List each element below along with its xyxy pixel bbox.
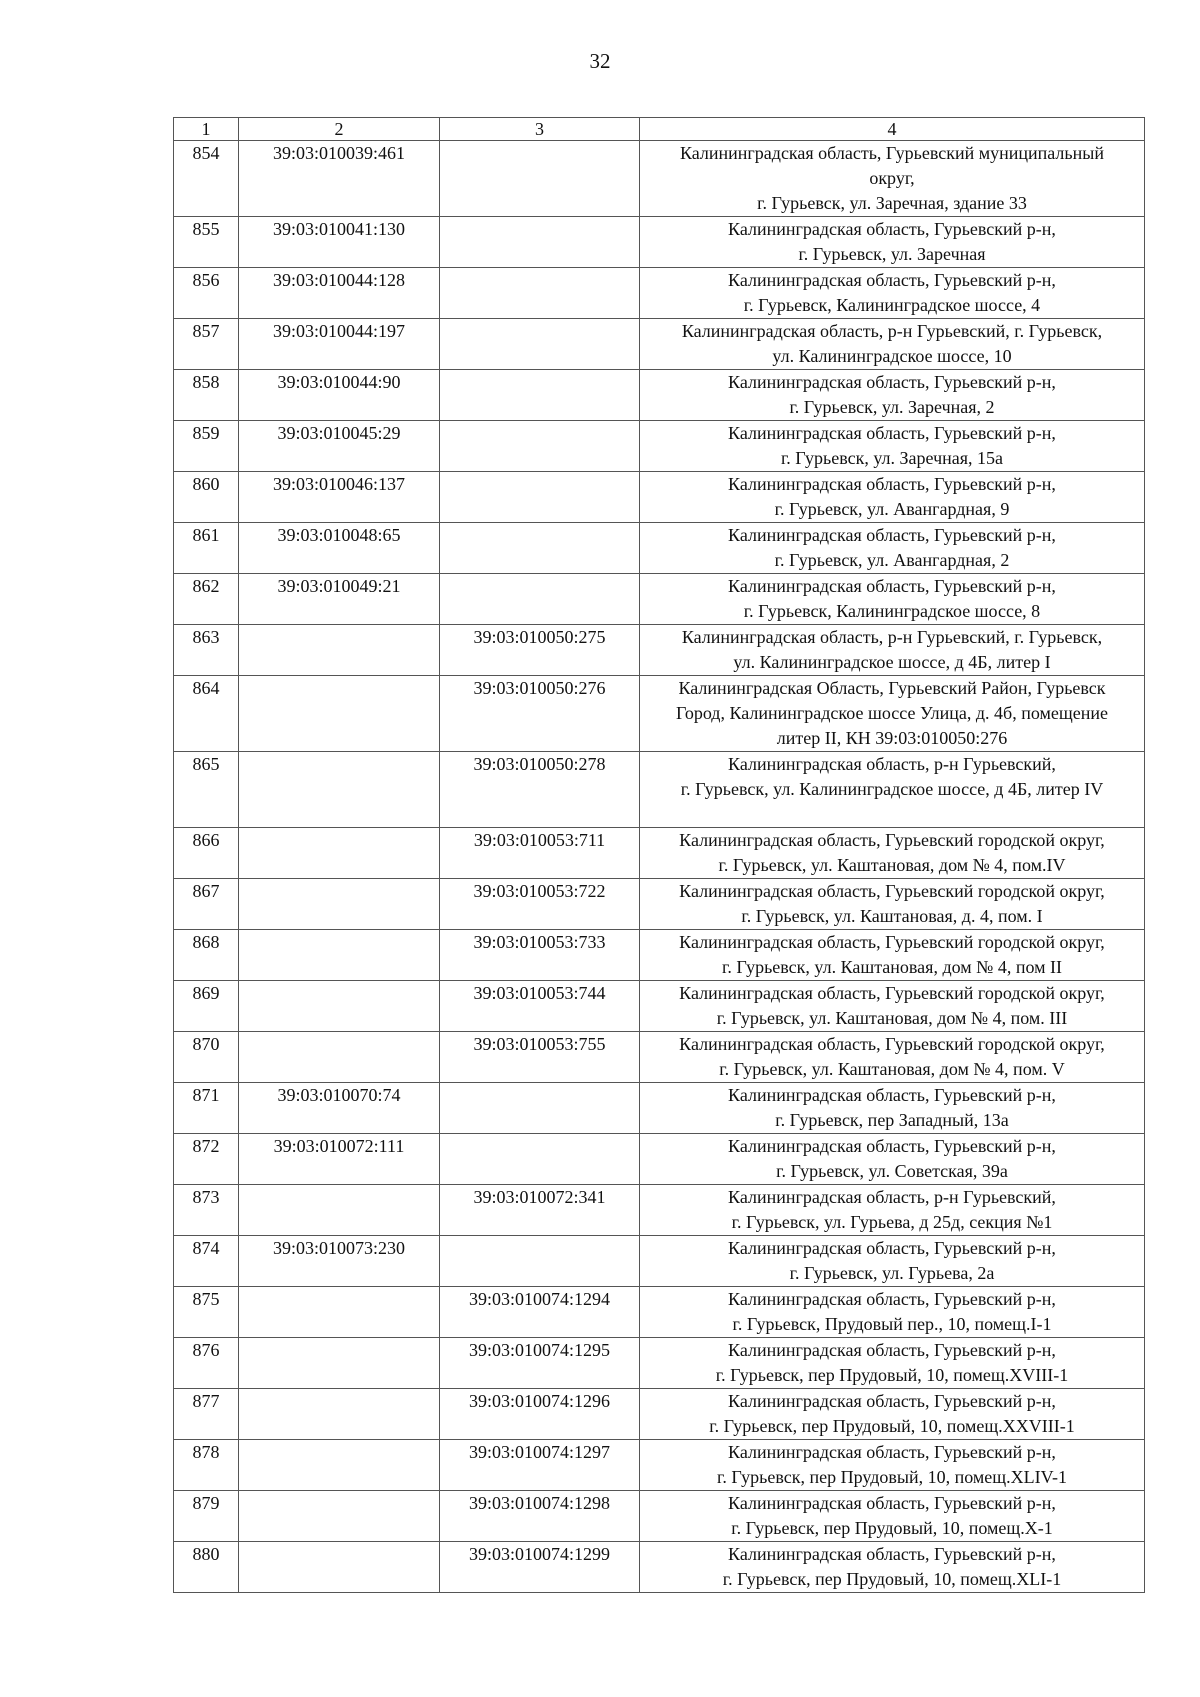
building-cadastral-number-cell: 39:03:010053:733: [440, 930, 640, 981]
building-cadastral-number-cell: 39:03:010074:1299: [440, 1542, 640, 1593]
table-row: [174, 472, 1145, 523]
land-cadastral-number-cell: 39:03:010072:111: [239, 1134, 440, 1185]
address-line: г. Гурьевск, ул. Советская, 39а: [776, 1161, 1008, 1181]
address-line: г. Гурьевск, ул. Авангардная, 9: [774, 499, 1010, 519]
row-number-cell: 870: [174, 1032, 239, 1083]
address-cell: [640, 1389, 1145, 1440]
address-line: г. Гурьевск, ул. Каштановая, д. 4, пом. I: [741, 906, 1043, 926]
address-line: г. Гурьевск, ул. Гурьева, д 25д, секция №1: [731, 1212, 1053, 1232]
address-line: г. Гурьевск, ул. Калининградское шоссе, д 4Б, литер IV: [680, 779, 1104, 799]
address-cell: [640, 752, 1145, 828]
table-row: [174, 1338, 1145, 1389]
building-cadastral-number-cell: 39:03:010053:755: [440, 1032, 640, 1083]
address-line: Калининградская область, Гурьевский р-н,: [728, 1391, 1056, 1411]
row-number-cell: 856: [174, 268, 239, 319]
address-cell: [640, 1134, 1145, 1185]
address-line: Калининградская область, Гурьевский р-н,: [728, 1136, 1056, 1156]
row-number-cell: 859: [174, 421, 239, 472]
address-cell: [640, 472, 1145, 523]
address-cell: [640, 1338, 1145, 1389]
land-cadastral-number-cell: 39:03:010046:137: [239, 472, 440, 523]
table-row: [174, 1287, 1145, 1338]
address-line: Калининградская область, Гурьевский городской округ,: [679, 881, 1105, 901]
land-cadastral-number-cell: [239, 1389, 440, 1440]
row-number-cell: 863: [174, 625, 239, 676]
address-line: Калининградская область, Гурьевский р-н,: [728, 1238, 1056, 1258]
table-row: [174, 1440, 1145, 1491]
address-line: ул. Калининградское шоссе, д 4Б, литер I: [733, 652, 1051, 672]
address-line: Город, Калининградское шоссе Улица, д. 4б, помещение: [676, 703, 1108, 723]
land-cadastral-number-cell: 39:03:010048:65: [239, 523, 440, 574]
address-line: г. Гурьевск, ул. Заречная, здание 33: [757, 193, 1027, 213]
header-col-3: 3: [440, 118, 640, 141]
land-cadastral-number-cell: [239, 828, 440, 879]
address-cell: [640, 1032, 1145, 1083]
table-row: [174, 879, 1145, 930]
land-cadastral-number-cell: 39:03:010045:29: [239, 421, 440, 472]
table-row: [174, 1185, 1145, 1236]
row-number-cell: 877: [174, 1389, 239, 1440]
address-line: Калининградская область, Гурьевский городской округ,: [679, 1034, 1105, 1054]
address-cell: [640, 217, 1145, 268]
building-cadastral-number-cell: 39:03:010053:744: [440, 981, 640, 1032]
land-cadastral-number-cell: [239, 1542, 440, 1593]
header-col-4: 4: [640, 118, 1145, 141]
address-line: г. Гурьевск, пер Прудовый, 10, помещ.XVIII-1: [715, 1365, 1069, 1385]
address-line: Калининградская область, Гурьевский городской округ,: [679, 932, 1105, 952]
building-cadastral-number-cell: [440, 217, 640, 268]
address-line: г. Гурьевск, пер Западный, 13а: [775, 1110, 1009, 1130]
address-line: Калининградская область, Гурьевский р-н,: [728, 576, 1056, 596]
address-line: г. Гурьевск, ул. Каштановая, дом № 4, пом. V: [719, 1059, 1065, 1079]
address-line: Калининградская область, Гурьевский городской округ,: [679, 983, 1105, 1003]
address-cell: [640, 1440, 1145, 1491]
address-cell: [640, 676, 1145, 752]
row-number-cell: 855: [174, 217, 239, 268]
address-cell: [640, 1542, 1145, 1593]
address-line: Калининградская область, Гурьевский р-н,: [728, 1289, 1056, 1309]
address-cell: [640, 370, 1145, 421]
header-row: [174, 118, 1145, 141]
building-cadastral-number-cell: [440, 1083, 640, 1134]
address-cell: [640, 574, 1145, 625]
address-line: Калининградская область, Гурьевский р-н,: [728, 1340, 1056, 1360]
address-cell: [640, 981, 1145, 1032]
row-number-cell: 876: [174, 1338, 239, 1389]
address-line: Калининградская Область, Гурьевский Район, Гурьевск: [678, 678, 1106, 698]
address-line: Калининградская область, Гурьевский р-н,: [728, 423, 1056, 443]
land-cadastral-number-cell: [239, 981, 440, 1032]
table-row: [174, 676, 1145, 752]
building-cadastral-number-cell: [440, 370, 640, 421]
table-row: [174, 625, 1145, 676]
table-row: [174, 268, 1145, 319]
table-row: [174, 319, 1145, 370]
address-line: г. Гурьевск, Прудовый пер., 10, помещ.I-1: [732, 1314, 1052, 1334]
address-cell: [640, 1236, 1145, 1287]
header-col-1: 1: [174, 118, 239, 141]
address-line: литер II, КН 39:03:010050:276: [776, 728, 1008, 748]
address-line: Калининградская область, р-н Гурьевский, г. Гурьевск,: [681, 321, 1103, 341]
address-line: г. Гурьевск, ул. Авангардная, 2: [774, 550, 1010, 570]
building-cadastral-number-cell: 39:03:010050:275: [440, 625, 640, 676]
address-cell: [640, 930, 1145, 981]
building-cadastral-number-cell: 39:03:010050:276: [440, 676, 640, 752]
row-number-cell: 867: [174, 879, 239, 930]
building-cadastral-number-cell: 39:03:010074:1295: [440, 1338, 640, 1389]
land-cadastral-number-cell: [239, 1440, 440, 1491]
address-cell: [640, 828, 1145, 879]
row-number-cell: 865: [174, 752, 239, 828]
land-cadastral-number-cell: 39:03:010044:197: [239, 319, 440, 370]
land-cadastral-number-cell: 39:03:010049:21: [239, 574, 440, 625]
land-cadastral-number-cell: [239, 1338, 440, 1389]
address-cell: [640, 1083, 1145, 1134]
table-row: [174, 574, 1145, 625]
address-line: г. Гурьевск, пер Прудовый, 10, помещ.XLIV-1: [717, 1467, 1067, 1487]
land-cadastral-number-cell: [239, 752, 440, 828]
address-line: Калининградская область, Гурьевский муниципальный: [679, 143, 1104, 163]
table-row: [174, 752, 1145, 828]
building-cadastral-number-cell: [440, 268, 640, 319]
address-cell: [640, 268, 1145, 319]
address-line: г. Гурьевск, Калининградское шоссе, 4: [743, 295, 1041, 315]
row-number-cell: 878: [174, 1440, 239, 1491]
page-number: 32: [589, 49, 611, 73]
address-line: Калининградская область, Гурьевский р-н,: [728, 525, 1056, 545]
row-number-cell: 873: [174, 1185, 239, 1236]
table-row: [174, 141, 1145, 217]
row-number-cell: 862: [174, 574, 239, 625]
land-cadastral-number-cell: [239, 1287, 440, 1338]
building-cadastral-number-cell: [440, 1134, 640, 1185]
row-number-cell: 875: [174, 1287, 239, 1338]
address-cell: [640, 625, 1145, 676]
land-cadastral-number-cell: [239, 1491, 440, 1542]
building-cadastral-number-cell: 39:03:010074:1298: [440, 1491, 640, 1542]
address-cell: [640, 879, 1145, 930]
row-number-cell: 872: [174, 1134, 239, 1185]
table-row: [174, 1389, 1145, 1440]
land-cadastral-number-cell: 39:03:010044:90: [239, 370, 440, 421]
address-cell: [640, 1287, 1145, 1338]
land-cadastral-number-cell: [239, 1185, 440, 1236]
address-line: г. Гурьевск, пер Прудовый, 10, помещ.XXVIII-1: [709, 1416, 1075, 1436]
address-line: Калининградская область, Гурьевский р-н,: [728, 1442, 1056, 1462]
row-number-cell: 866: [174, 828, 239, 879]
table-row: [174, 930, 1145, 981]
land-cadastral-number-cell: [239, 676, 440, 752]
building-cadastral-number-cell: 39:03:010053:711: [440, 828, 640, 879]
address-line: Калининградская область, Гурьевский р-н,: [728, 474, 1056, 494]
address-line: Калининградская область, Гурьевский городской округ,: [679, 830, 1105, 850]
address-line: г. Гурьевск, ул. Заречная, 15а: [780, 448, 1004, 468]
address-cell: [640, 523, 1145, 574]
address-line: Калининградская область, р-н Гурьевский,: [728, 754, 1056, 774]
row-number-cell: 880: [174, 1542, 239, 1593]
building-cadastral-number-cell: [440, 472, 640, 523]
table-row: [174, 981, 1145, 1032]
building-cadastral-number-cell: 39:03:010072:341: [440, 1185, 640, 1236]
header-col-2: 2: [239, 118, 440, 141]
address-line: Калининградская область, Гурьевский р-н,: [728, 1544, 1056, 1564]
table-body: [174, 118, 1145, 1593]
building-cadastral-number-cell: 39:03:010074:1294: [440, 1287, 640, 1338]
table-row: [174, 1032, 1145, 1083]
row-number-cell: 861: [174, 523, 239, 574]
address-line: Калининградская область, Гурьевский р-н,: [728, 372, 1056, 392]
address-cell: [640, 319, 1145, 370]
table-row: [174, 1083, 1145, 1134]
land-cadastral-number-cell: [239, 879, 440, 930]
row-number-cell: 854: [174, 141, 239, 217]
address-line: Калининградская область, Гурьевский р-н,: [728, 270, 1056, 290]
table-row: [174, 1542, 1145, 1593]
table-row: [174, 217, 1145, 268]
address-line: г. Гурьевск, ул. Каштановая, дом № 4, пом.IV: [718, 855, 1066, 875]
address-line: Калининградская область, Гурьевский р-н,: [728, 1493, 1056, 1513]
address-line: г. Гурьевск, ул. Каштановая, дом № 4, пом II: [722, 957, 1062, 977]
address-line: [644, 802, 1140, 827]
table-row: [174, 421, 1145, 472]
land-cadastral-number-cell: [239, 930, 440, 981]
row-number-cell: 864: [174, 676, 239, 752]
land-cadastral-number-cell: 39:03:010073:230: [239, 1236, 440, 1287]
row-number-cell: 869: [174, 981, 239, 1032]
address-cell: [640, 1491, 1145, 1542]
registry-table: [173, 117, 1145, 1593]
table-row: [174, 828, 1145, 879]
address-line: Калининградская область, Гурьевский р-н,: [728, 1085, 1056, 1105]
land-cadastral-number-cell: 39:03:010044:128: [239, 268, 440, 319]
address-line: г. Гурьевск, ул. Гурьева, 2а: [789, 1263, 995, 1283]
building-cadastral-number-cell: 39:03:010074:1297: [440, 1440, 640, 1491]
land-cadastral-number-cell: [239, 625, 440, 676]
land-cadastral-number-cell: 39:03:010070:74: [239, 1083, 440, 1134]
table-row: [174, 1236, 1145, 1287]
row-number-cell: 857: [174, 319, 239, 370]
building-cadastral-number-cell: [440, 421, 640, 472]
row-number-cell: 860: [174, 472, 239, 523]
address-line: г. Гурьевск, ул. Заречная: [798, 244, 986, 264]
land-cadastral-number-cell: 39:03:010041:130: [239, 217, 440, 268]
row-number-cell: 858: [174, 370, 239, 421]
row-number-cell: 868: [174, 930, 239, 981]
building-cadastral-number-cell: [440, 319, 640, 370]
building-cadastral-number-cell: [440, 1236, 640, 1287]
address-line: г. Гурьевск, Калининградское шоссе, 8: [743, 601, 1041, 621]
row-number-cell: 879: [174, 1491, 239, 1542]
land-cadastral-number-cell: 39:03:010039:461: [239, 141, 440, 217]
address-line: г. Гурьевск, ул. Каштановая, дом № 4, пом. III: [716, 1008, 1068, 1028]
address-cell: [640, 1185, 1145, 1236]
row-number-cell: 874: [174, 1236, 239, 1287]
table-row: [174, 370, 1145, 421]
table-row: [174, 1134, 1145, 1185]
table-row: [174, 523, 1145, 574]
building-cadastral-number-cell: 39:03:010050:278: [440, 752, 640, 828]
row-number-cell: 871: [174, 1083, 239, 1134]
building-cadastral-number-cell: [440, 141, 640, 217]
address-line: Калининградская область, р-н Гурьевский, г. Гурьевск,: [681, 627, 1103, 647]
address-line: г. Гурьевск, ул. Заречная, 2: [789, 397, 995, 417]
address-line: г. Гурьевск, пер Прудовый, 10, помещ.XLI-1: [722, 1569, 1062, 1589]
address-cell: [640, 141, 1145, 217]
address-line: округ,: [869, 168, 915, 188]
address-cell: [640, 421, 1145, 472]
building-cadastral-number-cell: 39:03:010074:1296: [440, 1389, 640, 1440]
building-cadastral-number-cell: [440, 523, 640, 574]
address-line: Калининградская область, р-н Гурьевский,: [728, 1187, 1056, 1207]
address-line: ул. Калининградское шоссе, 10: [772, 346, 1012, 366]
land-cadastral-number-cell: [239, 1032, 440, 1083]
building-cadastral-number-cell: 39:03:010053:722: [440, 879, 640, 930]
table-row: [174, 1491, 1145, 1542]
building-cadastral-number-cell: [440, 574, 640, 625]
address-line: Калининградская область, Гурьевский р-н,: [728, 219, 1056, 239]
address-line: г. Гурьевск, пер Прудовый, 10, помещ.X-1: [731, 1518, 1053, 1538]
